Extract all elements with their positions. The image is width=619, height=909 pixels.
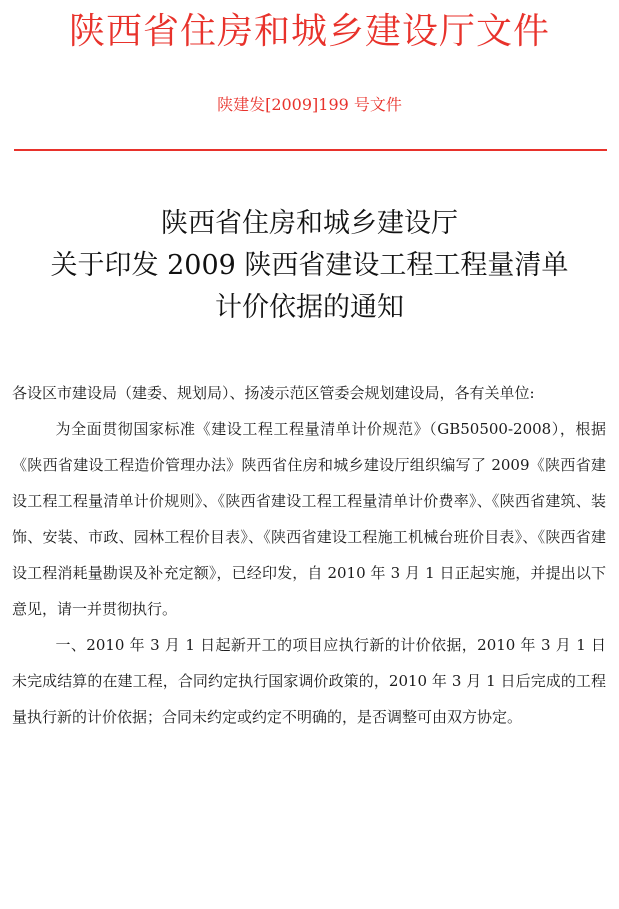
notice-title-line-1: 陕西省住房和城乡建设厅 (161, 208, 458, 239)
notice-title-line-2: 关于印发 2009 陕西省建设工程工程量清单 (50, 250, 569, 281)
item-one-paragraph: 一、2010 年 3 月 1 日起新开工的项目应执行新的计价依据，2010 年 3 月 1 日未完成结算的在建工程，合同约定执行国家调价政策的，2010 年 3 月 1 日后完成的工程量执行新的计价依据；合同未约定或约定不明确的，是否调整可由双方协定。 (12, 636, 606, 726)
header-divider-line (14, 149, 607, 151)
document-number: 陕建发[2009]199 号文件 (217, 95, 402, 114)
intro-paragraph: 为全面贯彻国家标准《建设工程工程量清单计价规范》（GB50500-2008），根据《陕西省建设工程造价管理办法》陕西省住房和城乡建设厅组织编写了 2009《陕西省建设工程工程量清单计价规则》、《陕西省建设工程工程量清单计价费率》、《陕西省建筑、装饰、安装、市政、园林工程价目表》、《陕西省建设工程施工机械台班价目表》、《陕西省建设工程消耗量勘误及补充定额》，已经印发，自 2010 年 3 月 1 日正起实施，并提出以下意见，请一并贯彻执行。 (12, 420, 606, 618)
notice-title-line-3: 计价依据的通知 (215, 292, 404, 323)
addressee-paragraph: 各设区市建设局（建委、规划局）、扬凌示范区管委会规划建设局，各有关单位: (12, 384, 535, 402)
document-masthead: 陕西省住房和城乡建设厅文件 (68, 11, 550, 52)
notice-body (12, 375, 606, 735)
notice-title (0, 203, 619, 329)
